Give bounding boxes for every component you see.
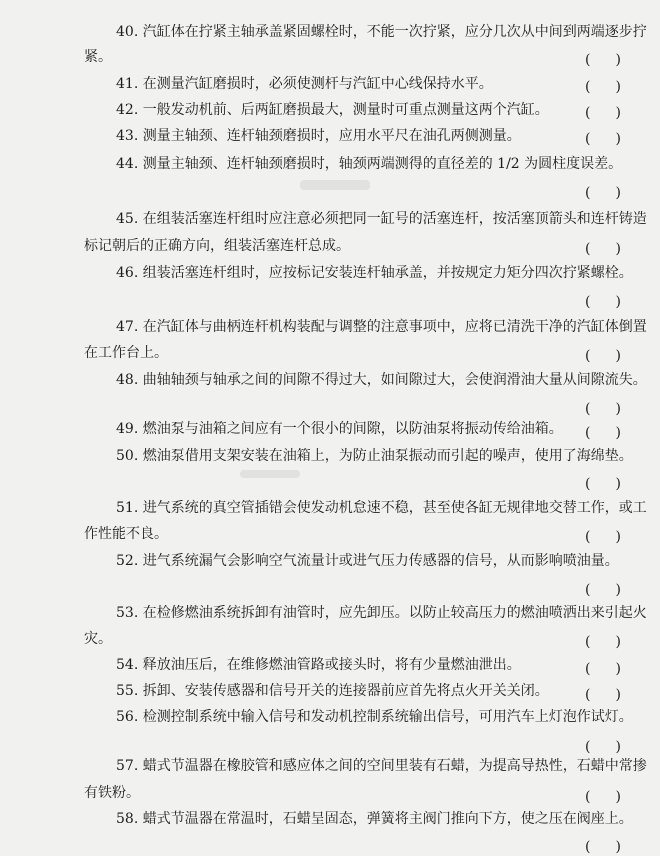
question-41: 41. 在测量汽缸磨损时，必须使测杆与汽缸中心线保持水平。: [116, 76, 493, 92]
answer-blank-48[interactable]: ( ): [585, 401, 621, 417]
question-49: 49. 燃油泵与油箱之间应有一个很小的间隙，以防油泵将振动传给油箱。: [116, 421, 563, 437]
answer-blank-49[interactable]: ( ): [585, 425, 621, 441]
answer-blank-43[interactable]: ( ): [585, 131, 621, 147]
question-53-line2: 灾。: [84, 631, 112, 647]
question-48: 48. 曲轴轴颈与轴承之间的间隙不得过大，如间隙过大，会使润滑油大量从间隙流失。: [116, 372, 647, 388]
answer-blank-52[interactable]: ( ): [585, 582, 621, 598]
question-57-line2: 有铁粉。: [84, 785, 140, 801]
answer-blank-50[interactable]: ( ): [585, 476, 621, 492]
answer-blank-51[interactable]: ( ): [585, 529, 621, 545]
question-40-line2: 紧。: [84, 49, 112, 65]
question-42: 42. 一般发动机前、后两缸磨损最大，测量时可重点测量这两个汽缸。: [116, 102, 549, 118]
question-56: 56. 检测控制系统中输入信号和发动机控制系统输出信号，可用汽车上灯泡作试灯。: [116, 709, 633, 725]
answer-blank-45[interactable]: ( ): [585, 241, 621, 257]
question-45-line1: 45. 在组装活塞连杆组时应注意必须把同一缸号的活塞连杆，按活塞顶箭头和连杆铸造: [116, 211, 647, 227]
question-47-line2: 在工作台上。: [84, 345, 168, 361]
question-51-line1: 51. 进气系统的真空管插错会使发动机怠速不稳，甚至使各缸无规律地交替工作，或工: [116, 500, 647, 516]
answer-blank-58[interactable]: ( ): [585, 839, 621, 855]
question-46: 46. 组装活塞连杆组时，应按标记安装连杆轴承盖，并按规定力矩分四次拧紧螺栓。: [116, 265, 633, 281]
question-57-line1: 57. 蜡式节温器在橡胶管和感应体之间的空间里装有石蜡，为提高导热性，石蜡中常掺: [116, 758, 647, 774]
answer-blank-56[interactable]: ( ): [585, 739, 621, 755]
question-55: 55. 拆卸、安装传感器和信号开关的连接器前应首先将点火开关关闭。: [116, 683, 549, 699]
answer-blank-41[interactable]: ( ): [585, 79, 621, 95]
question-52: 52. 进气系统漏气会影响空气流量计或进气压力传感器的信号，从而影响喷油量。: [116, 553, 619, 569]
question-50: 50. 燃油泵借用支架安装在油箱上，为防止油泵振动而引起的噪声，使用了海绵垫。: [116, 448, 633, 464]
question-45-line2: 标记朝后的正确方向，组装活塞连杆总成。: [84, 238, 350, 254]
answer-blank-40[interactable]: ( ): [585, 52, 621, 68]
question-47-line1: 47. 在汽缸体与曲柄连杆机构装配与调整的注意事项中，应将已清洗干净的汽缸体倒置: [116, 319, 647, 335]
question-54: 54. 释放油压后，在维修燃油管路或接头时，将有少量燃油泄出。: [116, 657, 521, 673]
question-53-line1: 53. 在检修燃油系统拆卸有油管时，应先卸压。以防止较高压力的燃油喷洒出来引起火: [116, 605, 647, 621]
answer-blank-57[interactable]: ( ): [585, 789, 621, 805]
scan-smudge: [300, 180, 370, 190]
scan-smudge: [240, 470, 300, 478]
answer-blank-42[interactable]: ( ): [585, 105, 621, 121]
answer-blank-55[interactable]: ( ): [585, 687, 621, 703]
question-51-line2: 作性能不良。: [84, 526, 168, 542]
answer-blank-53[interactable]: ( ): [585, 634, 621, 650]
question-40-line1: 40. 汽缸体在拧紧主轴承盖紧固螺栓时，不能一次拧紧，应分几次从中间到两端逐步拧: [116, 24, 647, 40]
question-58: 58. 蜡式节温器在常温时，石蜡呈固态，弹簧将主阀门推向下方，使之压在阀座上。: [116, 811, 633, 827]
answer-blank-46[interactable]: ( ): [585, 294, 621, 310]
question-44: 44. 测量主轴颈、连杆轴颈磨损时，轴颈两端测得的直径差的 1/2 为圆柱度误差。: [116, 156, 623, 172]
answer-blank-54[interactable]: ( ): [585, 661, 621, 677]
question-43: 43. 测量主轴颈、连杆轴颈磨损时，应用水平尺在油孔两侧测量。: [116, 128, 521, 144]
answer-blank-44[interactable]: ( ): [585, 185, 621, 201]
answer-blank-47[interactable]: ( ): [585, 348, 621, 364]
